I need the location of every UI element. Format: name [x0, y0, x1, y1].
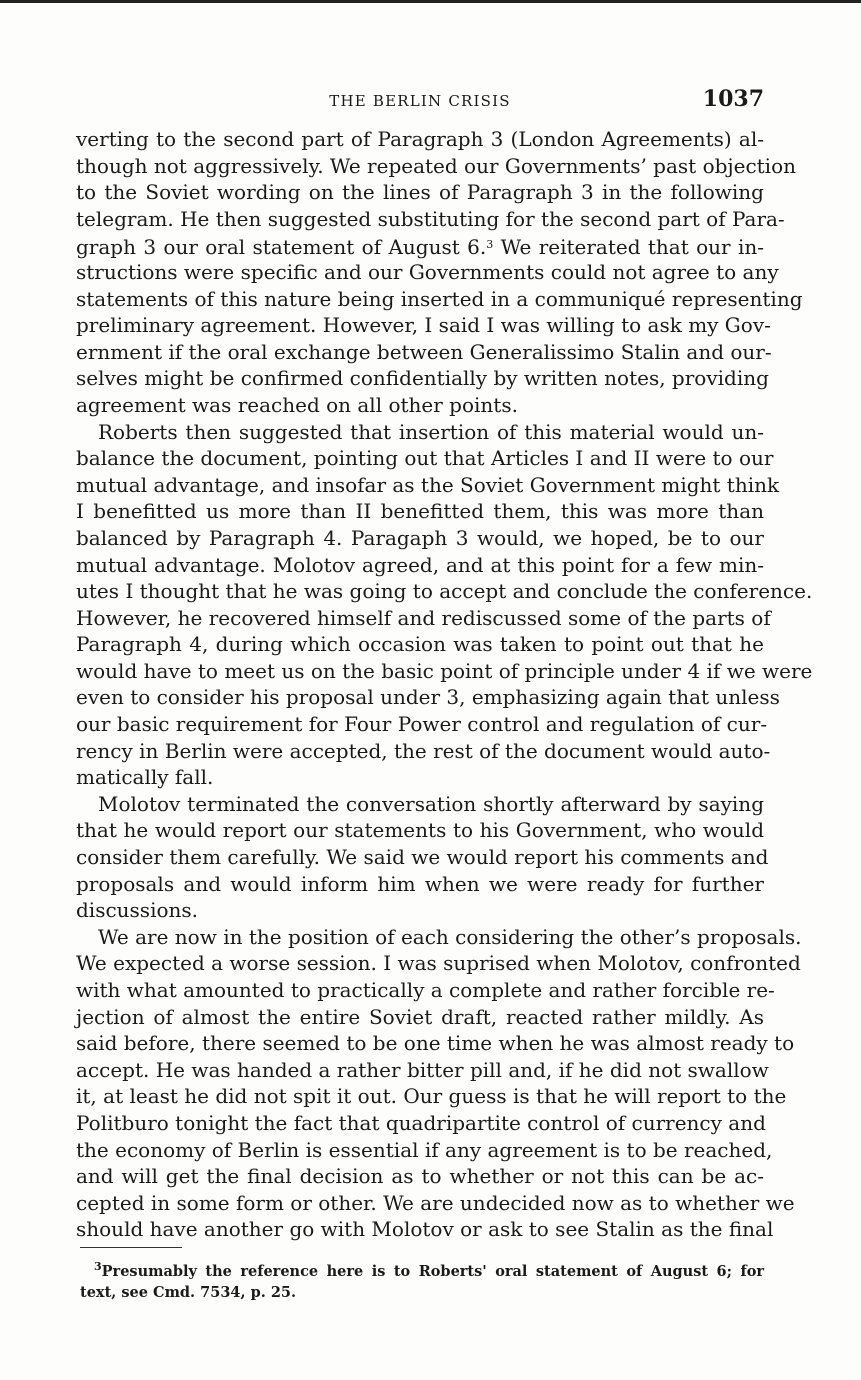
footnote-marker: 3 — [94, 1260, 102, 1273]
text-line: Paragraph 4, during which occasion was taken to point out that he — [76, 632, 764, 657]
text-line: discussions. — [76, 898, 199, 923]
text-line: mutual advantage, and insofar as the Soviet Government might think — [76, 472, 780, 497]
text-line: even to consider his proposal under 3, emphasizing again that unless — [76, 685, 780, 710]
text-line: our basic requirement for Four Power control and regulation of cur- — [76, 712, 768, 737]
text-line: balanced by Paragraph 4. Paragaph 3 would, we hoped, be to our — [76, 525, 764, 550]
text-line: selves might be confirmed confidentially by written notes, providing — [76, 366, 769, 391]
text-line: said before, there seemed to be one time when he was almost ready to — [76, 1031, 795, 1056]
text-line: Molotov terminated the conversation shortly afterward by saying — [98, 791, 764, 816]
text-line: cepted in some form or other. We are undecided now as to whether we — [76, 1190, 795, 1215]
footnote-line — [80, 1256, 764, 1282]
text-line: that he would report our statements to his Government, who would — [76, 818, 764, 843]
text-line: should have another go with Molotov or ask to see Stalin as the final — [76, 1217, 774, 1242]
page-top-rule — [0, 0, 861, 3]
text-line: I benefitted us more than II benefitted them, this was more than — [76, 499, 764, 524]
text-line: ernment if the oral exchange between Generalissimo Stalin and our- — [76, 339, 772, 364]
text-line: rency in Berlin were accepted, the rest of the document would auto- — [76, 738, 771, 763]
footnote-reference: 3 — [486, 238, 494, 252]
text-line: to the Soviet wording on the lines of Paragraph 3 in the following — [76, 180, 764, 205]
text-line: balance the document, pointing out that Articles I and II were to our — [76, 446, 774, 471]
text-line: utes I thought that he was going to accept and conclude the conference. — [76, 579, 813, 604]
text-line: However, he recovered himself and rediscussed some of the parts of — [76, 605, 771, 630]
text-line: Politburo tonight the fact that quadripartite control of currency and — [76, 1110, 766, 1135]
text-line: verting to the second part of Paragraph 3 (London Agreements) al- — [76, 127, 764, 151]
text-line: with what amounted to practically a complete and rather forcible re- — [76, 978, 775, 1002]
text-line: it, at least he did not spit it out. Our guess is that he will report to the — [76, 1084, 787, 1109]
text-line: consider them carefully. We said we would report his comments and — [76, 845, 769, 870]
text-line: We are now in the position of each considering the other’s proposals. — [98, 924, 802, 949]
text-line: Roberts then suggested that insertion of this material would un- — [98, 419, 764, 444]
text-line: agreement was reached on all other points. — [76, 392, 518, 417]
text-fragment: graph 3 our oral statement of August 6. — [76, 235, 487, 260]
text-line: though not aggressively. We repeated our Governments’ past objection — [76, 153, 796, 178]
text-line: telegram. He then suggested substituting for the second part of Para- — [76, 206, 785, 231]
text-line: preliminary agreement. However, I said I was willing to ask my Gov- — [76, 313, 771, 338]
running-head: THE BERLIN CRISIS — [329, 92, 511, 110]
text-line: proposals and would inform him when we were ready for further — [76, 871, 764, 896]
text-line: mutual advantage. Molotov agreed, and at this point for a few min- — [76, 552, 764, 577]
text-line: accept. He was handed a rather bitter pill and, if he did not swallow — [76, 1057, 769, 1082]
footnote-divider — [80, 1247, 182, 1248]
text-line: matically fall. — [76, 765, 214, 790]
text-line: would have to meet us on the basic point of principle under 4 if we were — [76, 658, 813, 683]
footnote — [80, 1256, 764, 1303]
footnote-line: text, see Cmd. 7534, p. 25. — [80, 1284, 297, 1301]
text-line: jection of almost the entire Soviet draft, reacted rather mildly. As — [76, 1004, 764, 1029]
text-fragment: We reiterated that our in- — [493, 235, 764, 260]
page-header — [76, 88, 764, 118]
text-line: We expected a worse session. I was suprised when Molotov, confronted — [76, 951, 801, 976]
text-line — [76, 232, 764, 259]
body-text — [76, 126, 813, 1243]
text-line: the economy of Berlin is essential if any agreement is to be reached, — [76, 1137, 773, 1162]
text-line: statements of this nature being inserted in a communiqué representing — [76, 286, 803, 311]
page-number: 1037 — [702, 86, 764, 112]
footnote-text: Presumably the reference here is to Roberts' oral statement of August 6; for — [101, 1263, 764, 1280]
text-line: and will get the final decision as to whether or not this can be ac- — [76, 1164, 764, 1189]
text-line: structions were specific and our Governments could not agree to any — [76, 259, 779, 284]
